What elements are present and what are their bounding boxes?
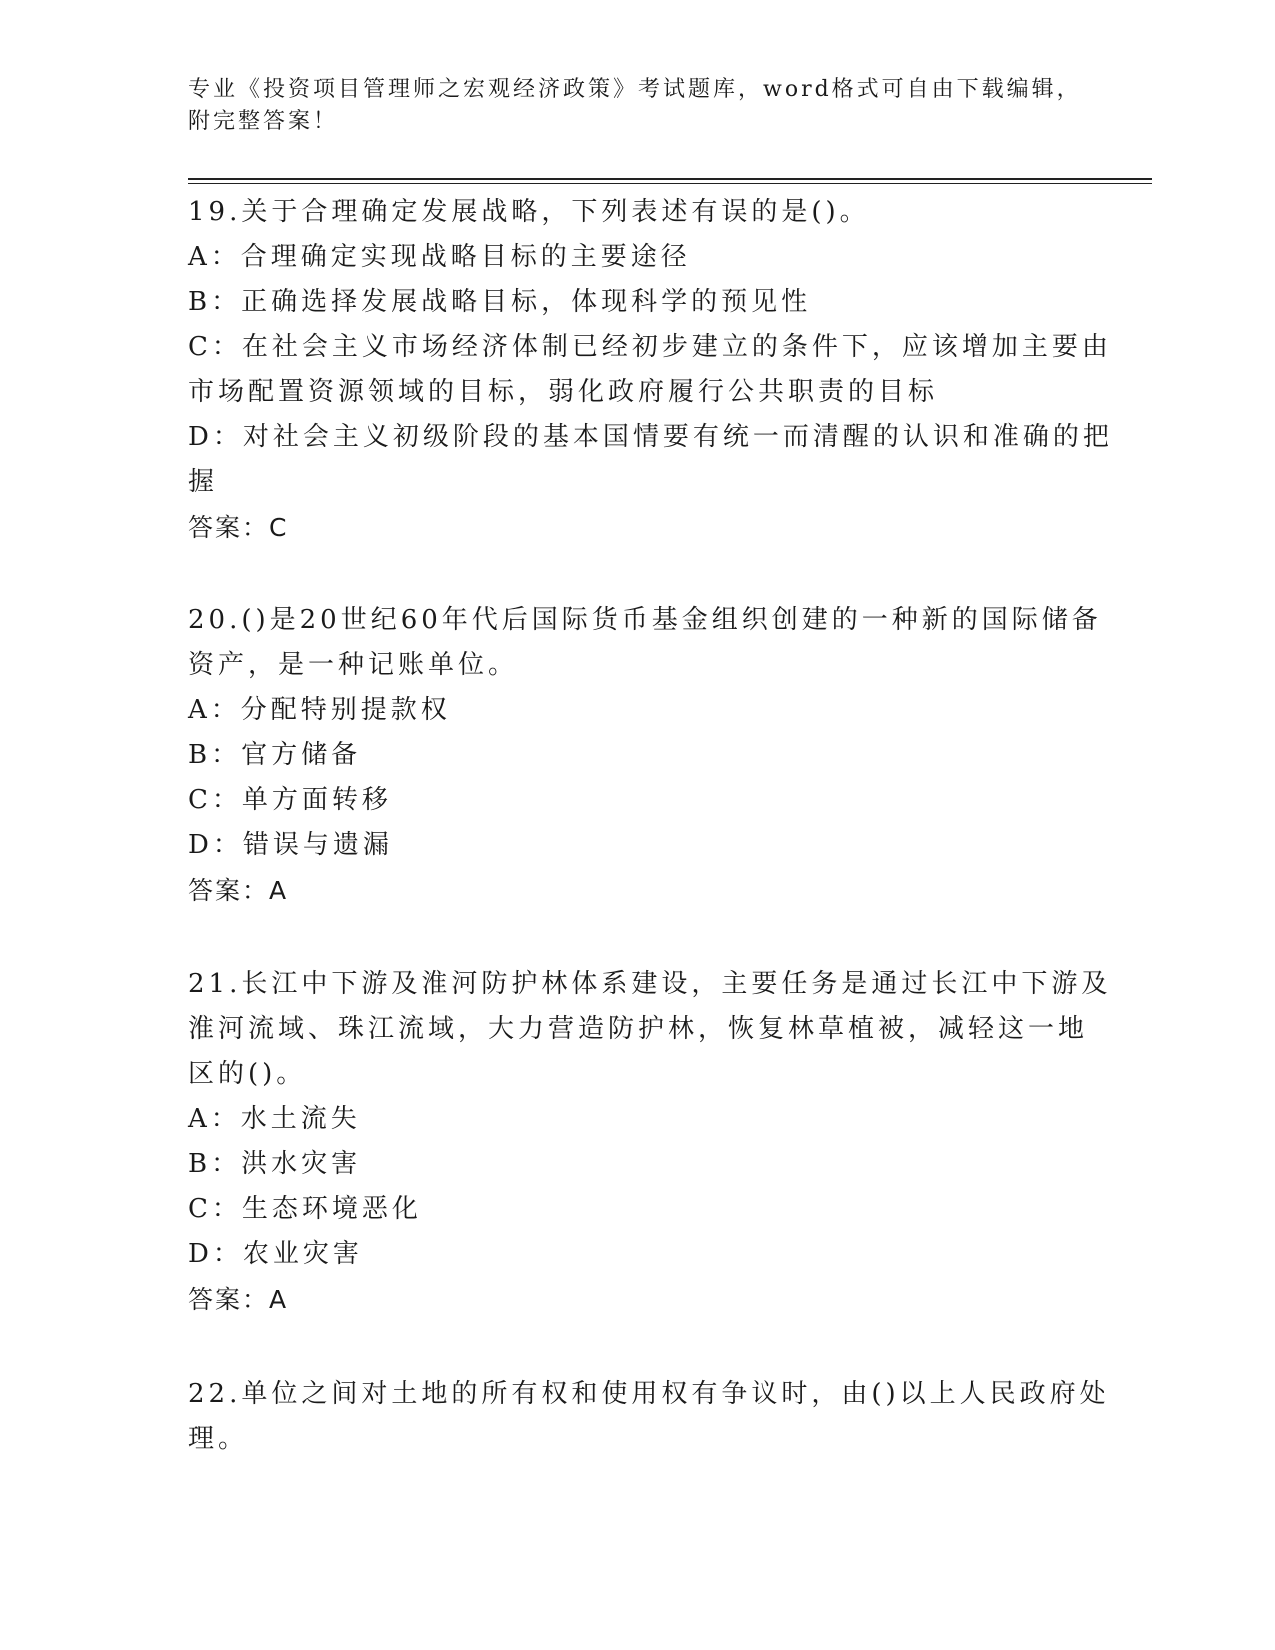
option-d-line-1: D：对社会主义初级阶段的基本国情要有统一而清醒的认识和准确的把 <box>188 422 1113 452</box>
option-d-line-2: 握 <box>188 467 219 497</box>
document-header <box>188 74 1088 138</box>
option-a: A：分配特别提款权 <box>188 695 451 725</box>
option-d: D：错误与遗漏 <box>188 830 393 860</box>
option-c-line-1: C：在社会主义市场经济体制已经初步建立的条件下，应该增加主要由 <box>188 332 1112 362</box>
question-stem-line-2: 理。 <box>188 1424 249 1454</box>
question-stem-line-2: 资产，是一种记账单位。 <box>188 650 519 680</box>
option-a: A：水土流失 <box>188 1104 361 1134</box>
option-a: A：合理确定实现战略目标的主要途径 <box>188 242 691 272</box>
header-divider-thick <box>188 178 1152 180</box>
question-21 <box>188 962 1112 1322</box>
question-stem-line-1: 21.长江中下游及淮河防护林体系建设，主要任务是通过长江中下游及 <box>188 969 1112 999</box>
question-19 <box>188 190 1113 550</box>
question-22 <box>188 1372 1110 1462</box>
question-stem-line-1: 22.单位之间对土地的所有权和使用权有争议时，由()以上人民政府处 <box>188 1379 1110 1409</box>
option-b: B：正确选择发展战略目标，体现科学的预见性 <box>188 287 812 317</box>
answer: 答案：C <box>188 513 289 542</box>
question-stem-line-3: 区的()。 <box>188 1059 307 1089</box>
header-line-2: 附完整答案！ <box>188 109 339 134</box>
question-stem-line-1: 20.()是20世纪60年代后国际货币基金组织创建的一种新的国际储备 <box>188 605 1102 635</box>
question-stem: 19.关于合理确定发展战略，下列表述有误的是()。 <box>188 197 870 227</box>
option-b: B：官方储备 <box>188 740 362 770</box>
option-c: C：单方面转移 <box>188 785 392 815</box>
header-divider-thin <box>188 183 1152 184</box>
answer: 答案：A <box>188 1285 289 1314</box>
question-20 <box>188 598 1102 913</box>
option-c: C：生态环境恶化 <box>188 1194 422 1224</box>
question-stem-line-2: 淮河流域、珠江流域，大力营造防护林，恢复林草植被，减轻这一地 <box>188 1014 1089 1044</box>
option-b: B：洪水灾害 <box>188 1149 362 1179</box>
option-c-line-2: 市场配置资源领域的目标，弱化政府履行公共职责的目标 <box>188 377 939 407</box>
header-line-1: 专业《投资项目管理师之宏观经济政策》考试题库，word格式可自由下载编辑， <box>188 77 1082 102</box>
option-d: D：农业灾害 <box>188 1239 363 1269</box>
answer: 答案：A <box>188 876 289 905</box>
